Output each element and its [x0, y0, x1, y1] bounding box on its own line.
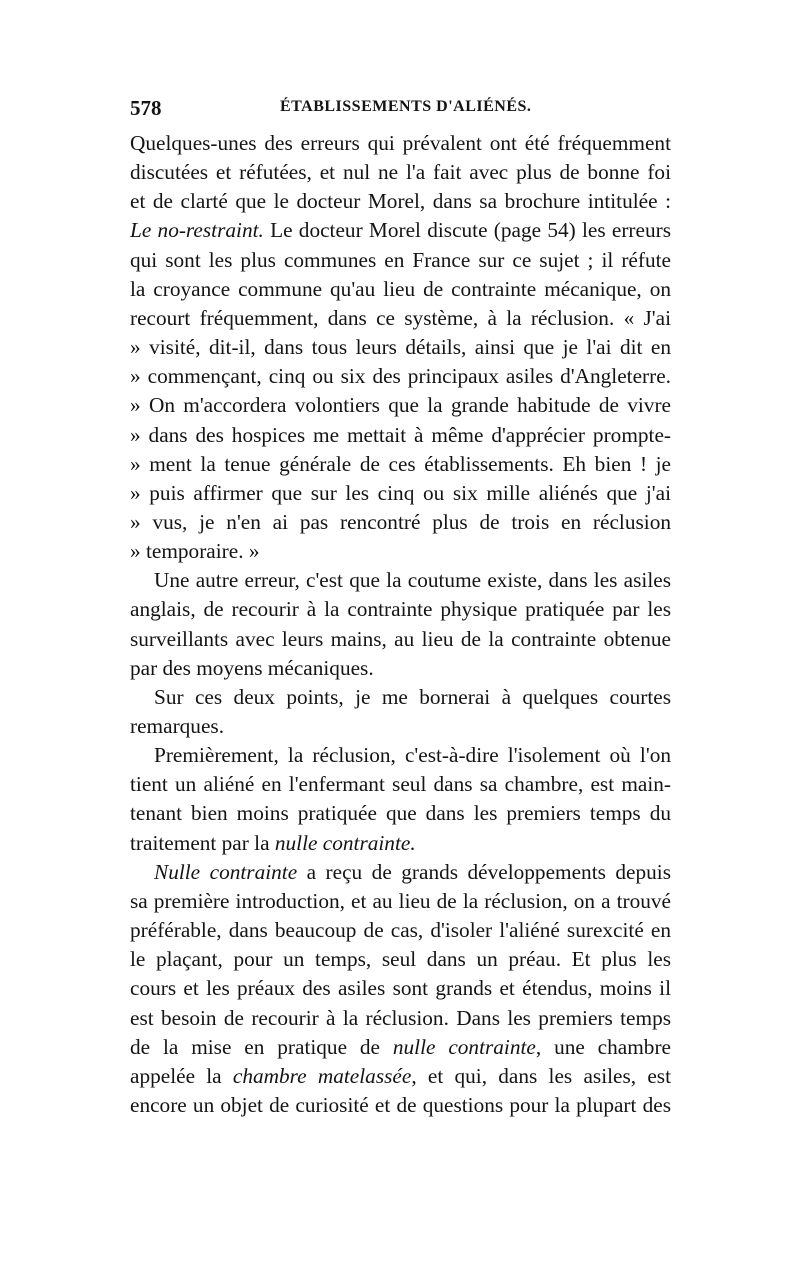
- page-number: 578: [130, 96, 162, 120]
- text-line: [130, 1033, 671, 1061]
- text-run: Sur ces deux points, je me bornerai à quelques courtes: [154, 684, 671, 709]
- text-line: [130, 362, 671, 390]
- text-run: traitement par la: [130, 830, 275, 855]
- text-run: Une autre erreur, c'est que la coutume existe, dans les asiles: [154, 568, 671, 593]
- text-line: [130, 391, 671, 419]
- text-run: remarques.: [130, 714, 225, 738]
- text-run: qui sont les plus communes en France sur ce sujet ; il réfute: [130, 247, 671, 272]
- text-run: , une chambre: [535, 1034, 671, 1059]
- text-run: anglais, de recourir à la contrainte physique pratiquée par les: [130, 597, 671, 622]
- text-line: [130, 974, 671, 1002]
- text-run: Premièrement, la réclusion, c'est-à-dire l'isolement où l'on: [154, 743, 671, 768]
- text-line: [130, 479, 671, 507]
- text-run: Le docteur Morel discute (page 54) les erreurs: [263, 218, 671, 243]
- text-line: [130, 246, 671, 274]
- text-run: a reçu de grands développements depuis: [297, 859, 671, 884]
- text-run: , et qui, dans les asiles, est: [411, 1063, 672, 1088]
- italic-text: Nulle contrainte: [154, 859, 298, 884]
- text-run: » On m'accordera volontiers que la grande habitude de vivre: [130, 393, 671, 418]
- italic-text: Le no-restraint.: [130, 218, 264, 243]
- text-run: » vus, je n'en ai pas rencontré plus de trois en réclusion: [130, 509, 671, 534]
- text-run: le plaçant, pour un temps, seul dans un préau. Et plus les: [130, 947, 671, 972]
- text-run: sa première introduction, et au lieu de la réclusion, on a trouvé: [130, 888, 671, 913]
- text-line: [130, 216, 671, 244]
- text-line: [130, 508, 671, 536]
- text-line: [130, 595, 671, 623]
- text-run: par des moyens mécaniques.: [130, 655, 374, 680]
- running-title: ÉTABLISSEMENTS D'ALIÉNÉS.: [280, 98, 532, 115]
- text-line: [154, 566, 671, 594]
- text-run: tient un aliéné en l'enfermant seul dans sa chambre, est main-: [130, 772, 671, 797]
- text-line: [154, 741, 671, 769]
- italic-text: nulle contrainte.: [274, 830, 416, 855]
- text-run: » visité, dit-il, dans tous leurs détails, ainsi que je l'ai dit en: [130, 335, 671, 360]
- text-line: [130, 537, 671, 565]
- text-run: Quelques-unes des erreurs qui prévalent ont été fréquemment: [130, 131, 671, 155]
- text-line: [130, 1062, 671, 1090]
- italic-text: chambre matelassée: [232, 1063, 412, 1088]
- text-run: » puis affirmer que sur les cinq ou six mille aliénés que j'ai: [130, 480, 671, 505]
- text-run: discutées et réfutées, et nul ne l'a fait avec plus de bonne foi: [130, 160, 671, 185]
- text-line: [130, 916, 671, 944]
- text-line: [130, 333, 671, 361]
- text-line: [130, 304, 671, 332]
- text-line: [130, 187, 671, 215]
- text-run: recourt fréquemment, dans ce système, à la réclusion. « J'ai: [130, 305, 671, 330]
- text-run: » ment la tenue générale de ces établissements. Eh bien ! je: [130, 451, 671, 476]
- text-line: [130, 712, 671, 740]
- text-line: [130, 887, 671, 915]
- text-line: [130, 799, 671, 827]
- text-run: » commençant, cinq ou six des principaux asiles d'Angleterre.: [130, 364, 671, 389]
- italic-text: nulle contrainte: [392, 1034, 536, 1059]
- text-line: [154, 858, 671, 886]
- text-line: [130, 770, 671, 798]
- text-run: » temporaire. »: [130, 539, 260, 564]
- text-run: tenant bien moins pratiquée que dans les premiers temps du: [130, 801, 671, 826]
- text-line: [130, 421, 671, 449]
- text-line: [130, 1004, 671, 1032]
- text-run: appelée la: [130, 1063, 233, 1088]
- text-run: cours et les préaux des asiles sont grands et étendus, moins il: [130, 976, 671, 1001]
- text-run: la croyance commune qu'au lieu de contrainte mécanique, on: [130, 276, 671, 301]
- text-run: surveillants avec leurs mains, au lieu de la contrainte obtenue: [130, 626, 671, 651]
- text-line: [130, 829, 671, 857]
- text-run: est besoin de recourir à la réclusion. Dans les premiers temps: [130, 1005, 671, 1030]
- text-line: [130, 275, 671, 303]
- page-header: [130, 96, 675, 122]
- text-run: et de clarté que le docteur Morel, dans sa brochure intitulée :: [130, 189, 671, 214]
- text-line: [130, 945, 671, 973]
- text-run: » dans des hospices me mettait à même d'apprécier prompte-: [130, 422, 671, 447]
- text-line: [130, 129, 671, 157]
- text-line: [154, 683, 671, 711]
- text-line: [130, 1091, 671, 1119]
- text-run: encore un objet de curiosité et de questions pour la plupart des: [130, 1092, 671, 1117]
- text-line: [130, 158, 671, 186]
- text-line: [130, 654, 671, 682]
- text-line: [130, 450, 671, 478]
- text-run: préférable, dans beaucoup de cas, d'isoler l'aliéné surexcité en: [130, 918, 671, 943]
- text-run: de la mise en pratique de: [130, 1034, 393, 1059]
- text-line: [130, 625, 671, 653]
